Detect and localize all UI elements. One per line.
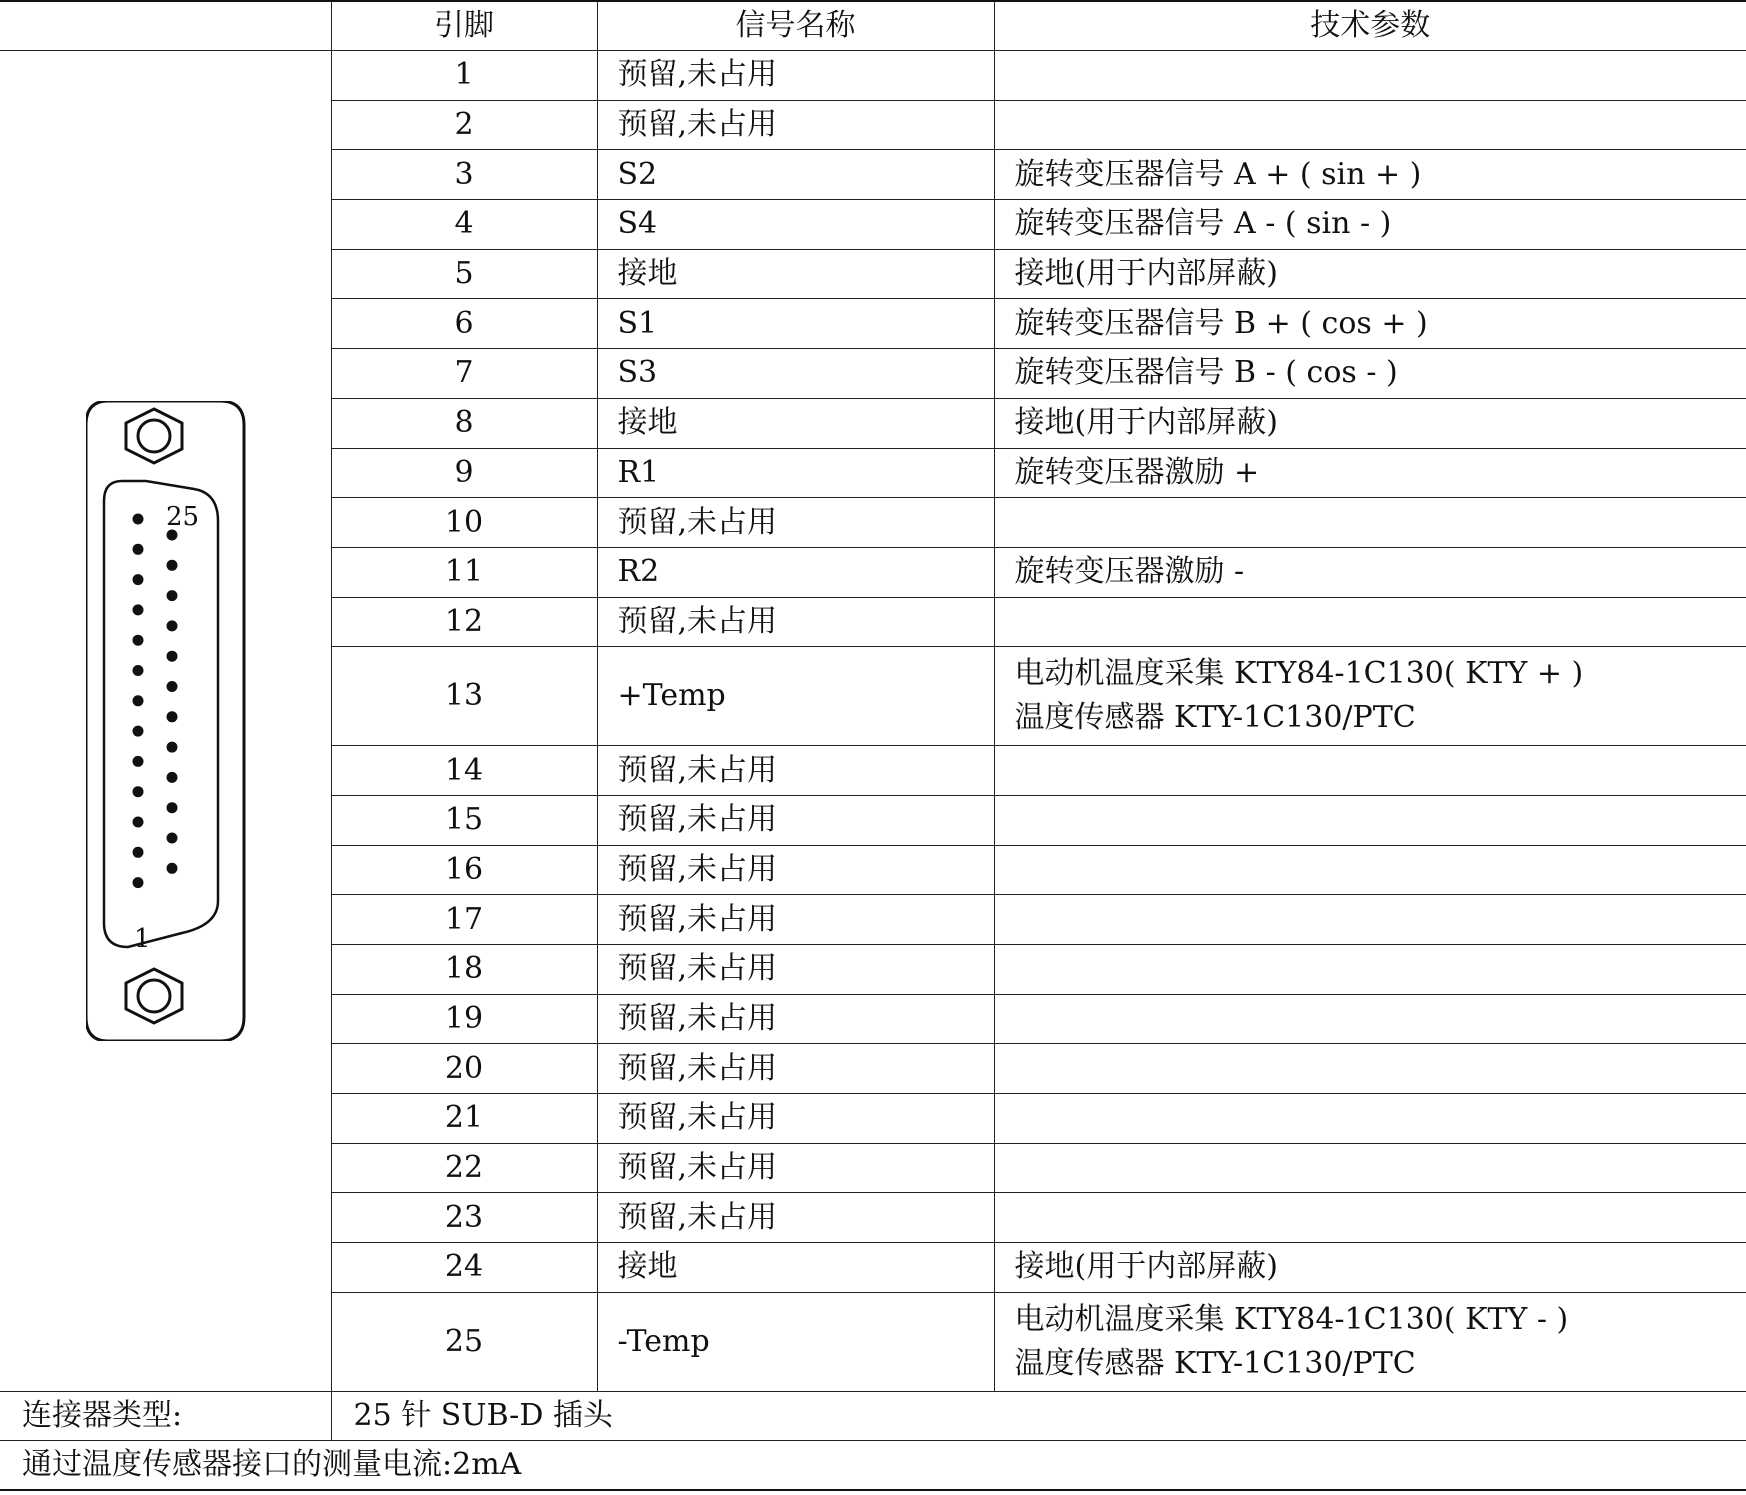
- technical-parameter: [994, 1044, 1746, 1094]
- pin-number: 2: [331, 100, 597, 150]
- signal-name: -Temp: [597, 1292, 994, 1391]
- connector-pin-dot: [167, 560, 178, 571]
- signal-name: 预留,未占用: [597, 100, 994, 150]
- technical-parameter-line: 电动机温度采集 KTY84-1C130( KTY + ): [1014, 656, 1584, 692]
- signal-name: 预留,未占用: [597, 1193, 994, 1243]
- connector-pin-dot: [133, 816, 144, 827]
- pin-number: 19: [331, 994, 597, 1044]
- connector-pin-dot: [133, 786, 144, 797]
- technical-parameter-line: 温度传感器 KTY-1C130/PTC: [1014, 1345, 1416, 1381]
- technical-parameter: [994, 299, 1746, 349]
- connector-pin-dot: [133, 513, 144, 524]
- connector-pin-dot: [167, 772, 178, 783]
- pin-number: 4: [331, 200, 597, 250]
- connector-pin-dot: [167, 711, 178, 722]
- technical-parameter-line: 旋转变压器信号 B - ( cos - ): [1014, 355, 1398, 391]
- signal-name: S4: [597, 200, 994, 250]
- top-screw-hex: [126, 409, 182, 463]
- pin-number: 15: [331, 795, 597, 845]
- technical-parameter: [994, 249, 1746, 299]
- connector-pin-dot: [133, 726, 144, 737]
- technical-parameter-line: 电动机温度采集 KTY84-1C130( KTY - ): [1014, 1301, 1569, 1337]
- technical-parameter: [994, 100, 1746, 150]
- signal-name: S1: [597, 299, 994, 349]
- pin-number: 14: [331, 746, 597, 796]
- pin-number: 22: [331, 1143, 597, 1193]
- header-pin: 引脚: [331, 1, 597, 51]
- signal-name: R1: [597, 448, 994, 498]
- connector-pin-dot: [167, 863, 178, 874]
- pin-number: 1: [331, 51, 597, 101]
- pin-number: 23: [331, 1193, 597, 1243]
- connector-pin-dot: [133, 635, 144, 646]
- signal-name: 预留,未占用: [597, 746, 994, 796]
- signal-name: S3: [597, 349, 994, 399]
- technical-parameter: [994, 398, 1746, 448]
- signal-name: 预留,未占用: [597, 845, 994, 895]
- pin-number: 12: [331, 597, 597, 647]
- connector-insert-outline: [104, 481, 218, 947]
- connector-pin-dot: [133, 604, 144, 615]
- pin-number: 11: [331, 547, 597, 597]
- signal-name: 预留,未占用: [597, 994, 994, 1044]
- technical-parameter: [994, 51, 1746, 101]
- technical-parameter: [994, 1292, 1746, 1391]
- signal-name: 预留,未占用: [597, 498, 994, 548]
- connector-pin-dot: [167, 681, 178, 692]
- technical-parameter: [994, 895, 1746, 945]
- connector-pin-dot: [133, 756, 144, 767]
- technical-parameter: [994, 1193, 1746, 1243]
- technical-parameter: [994, 945, 1746, 995]
- technical-parameter-line: 旋转变压器信号 A + ( sin + ): [1014, 156, 1422, 192]
- pin-table-body: [0, 51, 1746, 1392]
- pin-number: 6: [331, 299, 597, 349]
- pin-label-1: 1: [134, 923, 151, 954]
- bottom-screw-hex: [126, 969, 182, 1023]
- technical-parameter-line: 旋转变压器激励 -: [1014, 554, 1245, 590]
- header-tech: 技术参数: [994, 1, 1746, 51]
- technical-parameter-line: 接地(用于内部屏蔽): [1014, 405, 1278, 441]
- connector-pins: [133, 513, 178, 888]
- connector-pin-dot: [133, 877, 144, 888]
- signal-name: R2: [597, 547, 994, 597]
- pin-number: 18: [331, 945, 597, 995]
- pin-number: 9: [331, 448, 597, 498]
- technical-parameter-line: 接地(用于内部屏蔽): [1014, 1249, 1278, 1285]
- signal-name: 预留,未占用: [597, 795, 994, 845]
- measurement-current-note: 通过温度传感器接口的测量电流:2mA: [0, 1440, 1746, 1490]
- pin-number: 13: [331, 647, 597, 746]
- pin-number: 21: [331, 1094, 597, 1144]
- pin-number: 10: [331, 498, 597, 548]
- connector-pin-dot: [167, 832, 178, 843]
- signal-name: 接地: [597, 249, 994, 299]
- technical-parameter-line: 温度传感器 KTY-1C130/PTC: [1014, 700, 1416, 736]
- top-screw-hole: [138, 420, 170, 452]
- signal-name: 接地: [597, 1243, 994, 1293]
- technical-parameter: [994, 597, 1746, 647]
- technical-parameter-line: 接地(用于内部屏蔽): [1014, 256, 1278, 292]
- technical-parameter: [994, 746, 1746, 796]
- signal-name: 预留,未占用: [597, 1094, 994, 1144]
- technical-parameter: [994, 1094, 1746, 1144]
- signal-name: 预留,未占用: [597, 1044, 994, 1094]
- technical-parameter: [994, 498, 1746, 548]
- signal-name: 预留,未占用: [597, 1143, 994, 1193]
- connector-pin-dot: [167, 742, 178, 753]
- technical-parameter: [994, 448, 1746, 498]
- pin-number: 20: [331, 1044, 597, 1094]
- technical-parameter: [994, 349, 1746, 399]
- connector-pin-dot: [167, 590, 178, 601]
- technical-parameter: [994, 647, 1746, 746]
- signal-name: 预留,未占用: [597, 895, 994, 945]
- technical-parameter: [994, 1143, 1746, 1193]
- pin-number: 8: [331, 398, 597, 448]
- connector-pin-dot: [133, 665, 144, 676]
- connector-pin-dot: [167, 620, 178, 631]
- connector-shell-outline: [86, 401, 244, 1041]
- pin-label-25: 25: [166, 501, 200, 532]
- technical-parameter: [994, 994, 1746, 1044]
- measurement-current-row: [0, 1440, 1746, 1490]
- technical-parameter: [994, 845, 1746, 895]
- connector-type-row: [0, 1391, 1746, 1440]
- connector-type-label: 连接器类型:: [0, 1391, 331, 1440]
- header-blank: [0, 1, 331, 51]
- signal-name: 预留,未占用: [597, 945, 994, 995]
- pin-number: 17: [331, 895, 597, 945]
- technical-parameter: [994, 1243, 1746, 1293]
- connector-diagram-cell: [0, 51, 331, 1392]
- technical-parameter: [994, 795, 1746, 845]
- pin-number: 16: [331, 845, 597, 895]
- technical-parameter-line: 旋转变压器信号 A - ( sin - ): [1014, 206, 1392, 242]
- technical-parameter: [994, 150, 1746, 200]
- connector-pin-dot: [167, 651, 178, 662]
- connector-pin-dot: [167, 802, 178, 813]
- pin-number: 5: [331, 249, 597, 299]
- pin-number: 7: [331, 349, 597, 399]
- sub-d-25-connector-icon: [86, 401, 246, 1041]
- technical-parameter: [994, 547, 1746, 597]
- signal-name: +Temp: [597, 647, 994, 746]
- header-signal: 信号名称: [597, 1, 994, 51]
- pin-number: 3: [331, 150, 597, 200]
- table-row: [0, 51, 1746, 101]
- signal-name: S2: [597, 150, 994, 200]
- signal-name: 接地: [597, 398, 994, 448]
- technical-parameter-line: 旋转变压器激励 +: [1014, 454, 1260, 490]
- pin-number: 24: [331, 1243, 597, 1293]
- connector-type-value: 25 针 SUB-D 插头: [331, 1391, 1746, 1440]
- signal-name: 预留,未占用: [597, 51, 994, 101]
- connector-pin-dot: [133, 695, 144, 706]
- connector-pin-dot: [133, 574, 144, 585]
- technical-parameter: [994, 200, 1746, 250]
- pin-number: 25: [331, 1292, 597, 1391]
- connector-pin-dot: [133, 847, 144, 858]
- signal-name: 预留,未占用: [597, 597, 994, 647]
- bottom-screw-hole: [138, 980, 170, 1012]
- technical-parameter-line: 旋转变压器信号 B + ( cos + ): [1014, 305, 1428, 341]
- header-row: [0, 1, 1746, 51]
- connector-pin-dot: [133, 544, 144, 555]
